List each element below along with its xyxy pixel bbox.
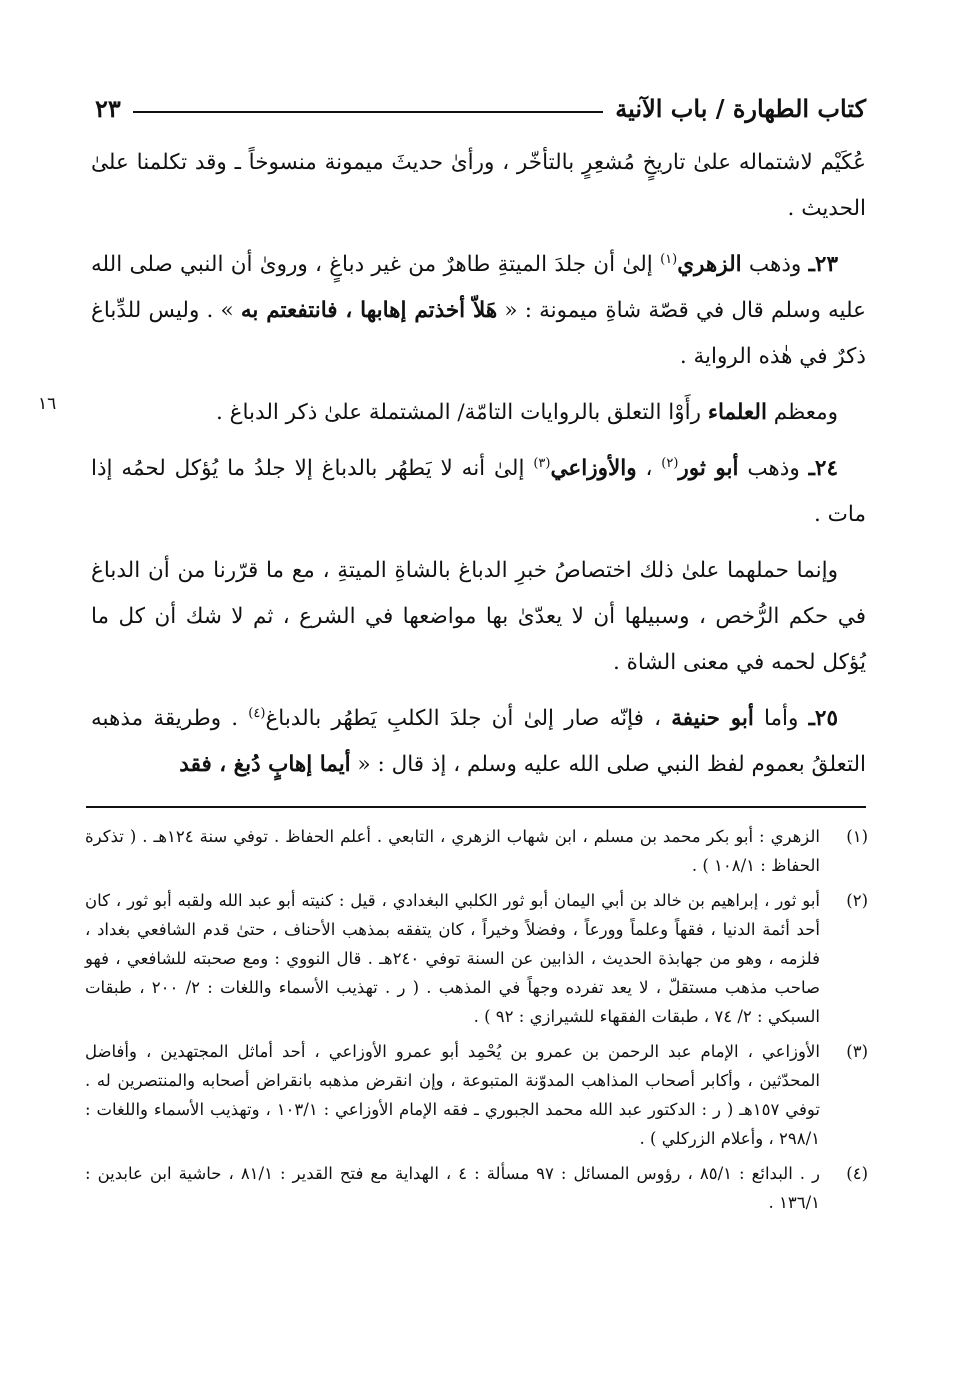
footnote-number: (٤) — [846, 1164, 868, 1183]
text-run: وإنما حملهما علىٰ ذلك اختصاصُ خبرِ الدباغ بالشاةِ الميتةِ ، مع ما قرّرنا من أن الدباغ في حكم الرُّخص ، وسبيلها أن لا يعدّىٰ بها مواضعها في الشرع ، ثم لا شك أن كل ما يُؤكل لحمه في معنى الشاة . — [91, 558, 866, 675]
bold-text: ٢٥ـ — [808, 706, 839, 731]
bold-text: أيما إهابٍ دُبغ ، فقد — [179, 752, 351, 777]
text-run: ، فإنّه صار إلىٰ أن جلدَ الكلبِ يَطهُر بالدباغ — [265, 706, 672, 731]
footnote-item — [85, 1159, 868, 1217]
footnote-text: الأوزاعي ، الإمام عبد الرحمن بن عمرو بن يُحْمِد أبو عمرو الأوزاعي ، أحد أماثل المجتهدين ، وأفاضل المحدّثين ، وأكابر أصحاب المذاهب المدوّنة المتبوعة ، وإن انقرض مذهبه بانقراض أصحابه والمنتصرين له . توفي ١٥٧هـ ( ر : الدكتور عبد الله محمد الجبوري ـ فقه الإمام الأوزاعي : ١٠٣/١ ، وتهذيب الأسماء واللغات : ٢٩٨/١ ، وأعلام الزركلي ) . — [85, 1042, 820, 1148]
footnote-number: (١) — [846, 827, 868, 846]
text-run: إلىٰ أنه لا يَطهُر بالدباغ إلا جلدُ ما يُؤكل لحمُه إذا مات . — [91, 456, 866, 527]
header-rule — [133, 111, 604, 113]
text-run: وذهب — [741, 252, 809, 277]
footnote-marker: (٣) — [533, 455, 551, 471]
footnote-marker: (٤) — [248, 705, 266, 721]
bold-text: أبو ثور — [678, 456, 739, 481]
footnote-marker: (١) — [660, 251, 678, 267]
footnote-text: الزهري : أبو بكر محمد بن مسلم ، ابن شهاب الزهري ، التابعي . أعلم الحفاظ . توفي سنة ١٢٤هـ . ( تذكرة الحفاظ : ١٠٨/١ ) . — [85, 827, 821, 875]
bold-text: العلماء — [707, 400, 767, 425]
bold-text: الزهري — [677, 252, 742, 277]
footnote-marker: (٢) — [661, 455, 679, 471]
paragraph-p1 — [91, 242, 866, 380]
text-run: عُكَيْم لاشتماله علىٰ تاريخٍ مُشعِرٍ بالتأخّر ، ورأىٰ حديثَ ميمونة منسوخاً ـ وقد تكلمنا علىٰ الحديث . — [91, 150, 866, 221]
main-text — [91, 140, 866, 798]
footnote-text: ر . البدائع : ٨٥/١ ، رؤوس المسائل : ٩٧ مسألة : ٤ ، الهداية مع فتح القدير : ٨١/١ ، حاشية ابن عابدين : ١٣٦/١ . — [85, 1164, 821, 1212]
running-header — [95, 88, 866, 128]
header-title: كتاب الطهارة / باب الآنية — [615, 93, 866, 123]
bold-text: والأوزاعي — [550, 456, 637, 481]
footnote-item — [85, 1037, 868, 1153]
bold-text: ٢٤ـ — [808, 456, 839, 481]
bold-text: هَلاّ أخذتم إهابها ، فانتفعتم به — [240, 298, 498, 323]
footnote-item — [85, 822, 868, 880]
paragraph-p3 — [91, 446, 866, 538]
text-run: ومعظم — [766, 400, 838, 425]
bold-text: ٢٣ـ — [808, 252, 839, 277]
paragraph-p0 — [91, 140, 866, 232]
paragraph-p4 — [91, 548, 866, 686]
margin-line-number: ١٦ — [38, 394, 57, 414]
text-run: إلىٰ أن جلدَ الميتةِ طاهرٌ من غير دباغٍ ، وروىٰ أن النبي صلى الله عليه وسلم قال في قصّة شاةِ ميمونة : « — [91, 252, 866, 323]
bold-text: أبو حنيفة — [671, 706, 754, 731]
footnote-item — [85, 886, 868, 1031]
text-run: رأَوْا التعلق بالروايات التامّة/ المشتملة علىٰ ذكر الدباغ . — [216, 400, 708, 425]
footnote-number: (٣) — [846, 1042, 868, 1061]
footnotes — [85, 822, 868, 1223]
text-run: وأما — [753, 706, 809, 731]
text-run: ، — [636, 456, 662, 481]
text-run: » . وليس للدِّباغ ذكرٌ في هٰذه الرواية . — [91, 298, 866, 369]
paragraph-p2 — [91, 390, 866, 436]
text-run: . وطريقة مذهبه التعلقُ بعموم لفظ النبي صلى الله عليه وسلم ، إذ قال : « — [91, 706, 866, 777]
page-number: ٢٣ — [95, 93, 121, 123]
paragraph-p5 — [91, 696, 866, 788]
footnote-separator — [86, 806, 866, 808]
text-run: وذهب — [738, 456, 809, 481]
footnote-number: (٢) — [846, 891, 868, 910]
footnote-text: أبو ثور ، إبراهيم بن خالد بن أبي اليمان أبو ثور الكلبي البغدادي ، قيل : كنيته أبو عبد الله ولقبه أبو ثور ، كان أحد أئمة الدنيا ، فقهاً وعلماً وورعاً ، وفضلاً وخيراً ، كان يتفقه بمذهب الأحناف ، حتىٰ قدم الشافعي بغداد ، فلزمه ، وهو من جهابذة الحديث ، الذابين عن السنة توفي ٢٤٠هـ . قال النووي : ومع صحبته للشافعي ، فهو صاحب مذهب مستقلّ ، لا يعد تفرده وجهاً في المذهب . ( ر . تهذيب الأسماء واللغات : ٢/ ٢٠٠ ، طبقات السبكي : ٢/ ٧٤ ، طبقات الفقهاء للشيرازي : ٩٢ ) . — [85, 891, 820, 1026]
